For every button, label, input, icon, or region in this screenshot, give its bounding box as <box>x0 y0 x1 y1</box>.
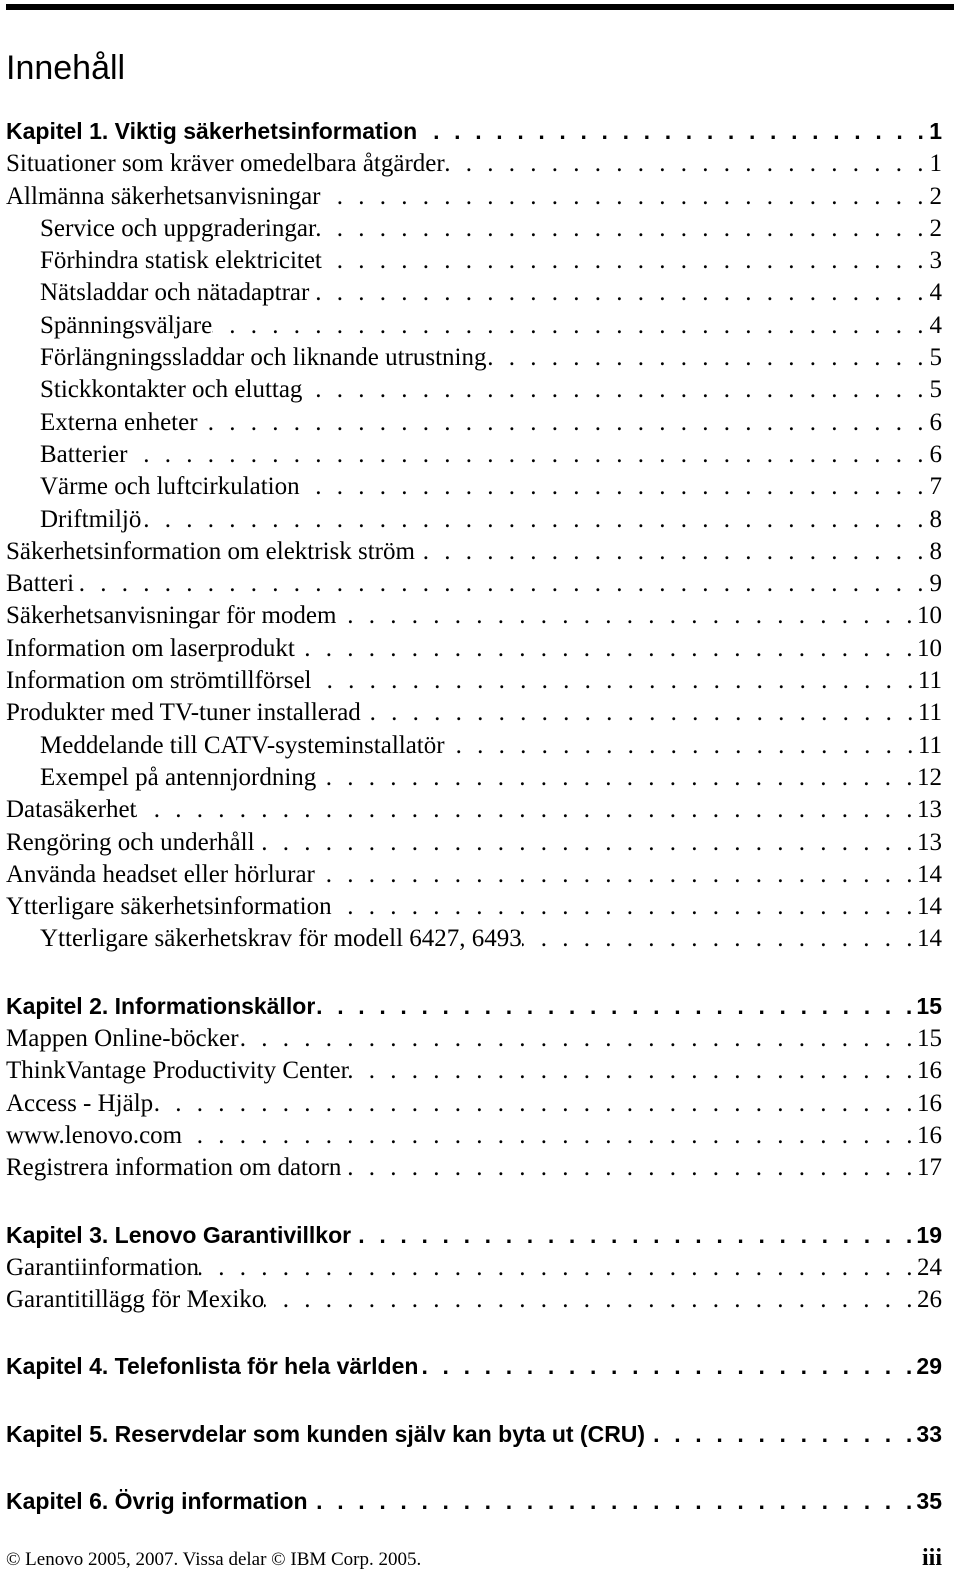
toc-entry-page: 7 <box>929 473 942 501</box>
toc-entry-page: 16 <box>917 1089 942 1117</box>
toc-entry-title: Spänningsväljare <box>40 311 213 339</box>
toc-entry[interactable] <box>6 796 942 828</box>
toc-entry-title: Ytterligare säkerhetskrav för modell 6427, 6493 <box>40 925 522 953</box>
toc-entry-title: Kapitel 5. Reservdelar som kunden själv kan byta ut (CRU) <box>6 1420 646 1447</box>
toc-entry-title: Driftmiljö <box>40 505 142 533</box>
toc-entry[interactable] <box>6 1090 942 1122</box>
toc-entry-title: Stickkontakter och eluttag <box>40 376 303 404</box>
toc-entry-page: 6 <box>929 440 942 468</box>
toc-entry[interactable] <box>6 312 942 344</box>
dot-leader <box>309 279 928 307</box>
toc-entry-title: Situationer som kräver omedelbara åtgärder <box>6 150 445 178</box>
toc-entry[interactable] <box>6 247 942 279</box>
toc-chapter-entry[interactable] <box>6 993 942 1025</box>
toc-entry-page: 8 <box>929 537 942 565</box>
dot-leader <box>141 506 928 534</box>
toc-entry-title: Service och uppgraderingar <box>40 214 317 242</box>
dot-leader <box>127 441 928 469</box>
toc-entry-title: Värme och luftcirkulation <box>40 473 300 501</box>
toc-entry-title: Information om strömtillförsel <box>6 667 312 695</box>
dot-leader <box>445 732 918 760</box>
dot-leader <box>486 344 928 372</box>
toc-entry-title: Access - Hjälp <box>6 1089 154 1117</box>
toc-entry-title: Garantitillägg för Mexiko <box>6 1286 265 1314</box>
toc-entry-title: ThinkVantage Productivity Center <box>6 1057 349 1085</box>
toc-entry[interactable] <box>6 861 942 893</box>
toc-entry-page: 16 <box>917 1121 942 1149</box>
dot-leader <box>341 1154 917 1182</box>
toc-entry[interactable] <box>6 764 942 796</box>
toc-entry-title: Information om laserprodukt <box>6 634 295 662</box>
toc-entry[interactable] <box>6 602 942 634</box>
toc-entry-page: 12 <box>917 763 942 791</box>
page-title: Innehåll <box>6 49 126 87</box>
toc-entry-title: Rengöring och underhåll <box>6 828 255 856</box>
dot-leader <box>445 150 928 178</box>
toc-entry-page: 5 <box>929 376 942 404</box>
toc-chapter-entry[interactable] <box>6 118 942 150</box>
dot-leader <box>332 893 917 921</box>
toc-entry[interactable] <box>6 925 942 957</box>
toc-chapter-entry[interactable] <box>6 1421 942 1453</box>
dot-leader <box>316 764 917 792</box>
toc-entry-title: www.lenovo.com <box>6 1121 183 1149</box>
toc-entry[interactable] <box>6 1025 942 1057</box>
dot-leader <box>645 1421 916 1448</box>
toc-entry-page: 3 <box>929 247 942 275</box>
dot-leader <box>153 1090 917 1118</box>
toc-entry-title: Produkter med TV-tuner installerad <box>6 699 361 727</box>
toc-entry-page: 26 <box>917 1286 942 1314</box>
toc-entry[interactable] <box>6 570 942 602</box>
toc-entry-page: 2 <box>929 182 942 210</box>
toc-entry-page: 11 <box>917 731 942 759</box>
toc-entry-page: 5 <box>929 344 942 372</box>
toc-entry-title: Kapitel 1. Viktig säkerhetsinformation <box>6 118 418 144</box>
dot-leader <box>302 376 928 404</box>
dot-leader <box>417 118 928 145</box>
toc-entry[interactable] <box>6 635 942 667</box>
toc-entry-title: Datasäkerhet <box>6 796 137 824</box>
dot-leader <box>336 602 917 630</box>
dot-leader <box>182 1122 917 1150</box>
toc-entry-page: 2 <box>929 214 942 242</box>
toc-entry-title: Exempel på antennjordning <box>40 763 317 791</box>
toc-entry[interactable] <box>6 409 942 441</box>
toc-entry[interactable] <box>6 538 942 570</box>
dot-leader <box>316 215 928 243</box>
toc-entry-page: 35 <box>916 1487 942 1514</box>
toc-entry[interactable] <box>6 344 942 376</box>
toc-entry-page: 16 <box>917 1057 942 1085</box>
toc-entry[interactable] <box>6 215 942 247</box>
toc-entry[interactable] <box>6 1154 942 1186</box>
chapter-spacer <box>6 1453 942 1488</box>
toc-entry-page: 9 <box>929 570 942 598</box>
toc-entry-page: 10 <box>917 602 942 630</box>
toc-entry[interactable] <box>6 1254 942 1286</box>
copyright-notice: © Lenovo 2005, 2007. Vissa delar © IBM Corp. 2005. <box>6 1549 422 1570</box>
chapter-spacer <box>6 1318 942 1353</box>
chapter-spacer <box>6 1187 942 1222</box>
dot-leader <box>212 312 928 340</box>
toc-entry-title: Meddelande till CATV-systeminstallatör <box>40 731 445 759</box>
toc-entry-page: 14 <box>917 893 942 921</box>
dot-leader <box>321 183 929 211</box>
table-of-contents <box>6 118 942 1520</box>
toc-entry[interactable] <box>6 732 942 764</box>
toc-entry-page: 13 <box>917 796 942 824</box>
toc-entry-title: Registrera information om datorn <box>6 1154 342 1182</box>
toc-entry-page: 15 <box>917 1025 942 1053</box>
toc-entry-page: 13 <box>917 828 942 856</box>
toc-entry-title: Mappen Online-böcker <box>6 1025 239 1053</box>
dot-leader <box>300 473 928 501</box>
chapter-spacer <box>6 958 942 993</box>
page-footer <box>6 1545 942 1572</box>
toc-entry-title: Allmänna säkerhetsanvisningar <box>6 182 321 210</box>
toc-entry-page: 10 <box>917 634 942 662</box>
toc-entry-title: Nätsladdar och nätadaptrar <box>40 279 310 307</box>
toc-entry-page: 4 <box>929 311 942 339</box>
toc-entry-title: Batteri <box>6 570 75 598</box>
toc-entry-title: Använda headset eller hörlurar <box>6 860 315 888</box>
toc-entry-page: 8 <box>929 505 942 533</box>
dot-leader <box>199 1254 917 1282</box>
toc-entry-title: Ytterligare säkerhetsinformation <box>6 893 332 921</box>
dot-leader <box>74 570 928 598</box>
toc-entry[interactable] <box>6 279 942 311</box>
dot-leader <box>315 861 917 889</box>
toc-entry-title: Kapitel 6. Övrig information <box>6 1487 308 1514</box>
dot-leader <box>418 1353 916 1380</box>
toc-entry[interactable] <box>6 150 942 182</box>
toc-entry[interactable] <box>6 1057 942 1089</box>
toc-entry-page: 17 <box>917 1154 942 1182</box>
toc-entry-title: Batterier <box>40 440 128 468</box>
dot-leader <box>322 247 928 275</box>
toc-entry-title: Säkerhetsanvisningar för modem <box>6 602 337 630</box>
toc-entry-page: 24 <box>917 1253 942 1281</box>
toc-entry-title: Kapitel 2. Informationskällor <box>6 992 316 1019</box>
toc-chapter-entry[interactable] <box>6 1222 942 1254</box>
toc-entry-page: 29 <box>916 1353 942 1380</box>
dot-leader <box>415 538 928 566</box>
toc-entry-page: 15 <box>916 992 942 1019</box>
toc-entry-page: 19 <box>916 1221 942 1248</box>
toc-entry[interactable] <box>6 183 942 215</box>
toc-entry-title: Kapitel 3. Lenovo Garantivillkor <box>6 1221 352 1248</box>
top-rule <box>6 4 954 10</box>
toc-entry-title: Kapitel 4. Telefonlista för hela världen <box>6 1353 419 1380</box>
toc-chapter-entry[interactable] <box>6 1488 942 1520</box>
dot-leader <box>264 1286 917 1314</box>
toc-entry-page: 1 <box>929 150 942 178</box>
toc-entry-page: 14 <box>917 860 942 888</box>
toc-entry-title: Externa enheter <box>40 408 198 436</box>
dot-leader <box>295 635 917 663</box>
toc-entry[interactable] <box>6 376 942 408</box>
toc-entry-title: Garantiinformation <box>6 1253 199 1281</box>
toc-entry[interactable] <box>6 506 942 538</box>
toc-entry[interactable] <box>6 893 942 925</box>
dot-leader <box>522 925 917 953</box>
dot-leader <box>308 1488 917 1515</box>
toc-entry-page: 4 <box>929 279 942 307</box>
toc-entry[interactable] <box>6 1122 942 1154</box>
toc-entry[interactable] <box>6 441 942 473</box>
dot-leader <box>198 409 928 437</box>
toc-entry-title: Säkerhetsinformation om elektrisk ström <box>6 537 415 565</box>
page-number: iii <box>921 1545 942 1571</box>
toc-entry[interactable] <box>6 473 942 505</box>
toc-chapter-entry[interactable] <box>6 1353 942 1385</box>
toc-entry[interactable] <box>6 829 942 861</box>
toc-entry[interactable] <box>6 699 942 731</box>
toc-entry[interactable] <box>6 1286 942 1318</box>
toc-entry-page: 6 <box>929 408 942 436</box>
toc-entry-page: 1 <box>929 118 942 144</box>
dot-leader <box>349 1057 917 1085</box>
toc-entry[interactable] <box>6 667 942 699</box>
dot-leader <box>255 829 917 857</box>
toc-entry-title: Förhindra statisk elektricitet <box>40 247 322 275</box>
toc-entry-page: 11 <box>917 667 942 695</box>
chapter-spacer <box>6 1386 942 1421</box>
toc-entry-title: Förlängningssladdar och liknande utrustning <box>40 344 487 372</box>
toc-entry-page: 11 <box>917 699 942 727</box>
dot-leader <box>136 796 917 824</box>
dot-leader <box>351 1222 916 1249</box>
toc-entry-page: 33 <box>916 1420 942 1447</box>
dot-leader <box>361 699 918 727</box>
dot-leader <box>239 1025 917 1053</box>
toc-entry-page: 14 <box>917 925 942 953</box>
dot-leader <box>315 993 916 1020</box>
dot-leader <box>312 667 918 695</box>
